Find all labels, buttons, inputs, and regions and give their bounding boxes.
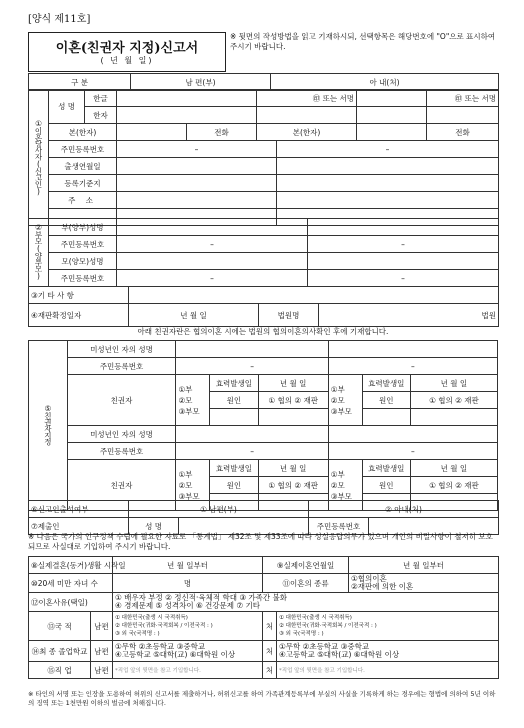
husband-hangul-name-field[interactable] [117,90,257,107]
minor1-name-field[interactable] [176,341,328,358]
wife-birthdate-field[interactable] [277,158,499,175]
wife-sign-label: ㊞ 또는 서명 [427,90,499,107]
instruction-notice: ※ 뒷면의 작성방법을 읽고 기재하시되, 선택항목은 해당번호에 "O"으로 표시하여 주시기 바랍니다. [230,32,496,51]
custody-table [28,340,498,511]
other-matters-field[interactable] [129,287,499,304]
cause2-options[interactable]: ① 협의 ② 재판 [258,477,328,494]
hangul-label: 한글 [85,90,117,107]
effective-date-label: 효력발생일 [210,375,258,392]
submitter-rrn-label: 주민등록번호 [309,518,369,535]
header-division: 구 분 [29,74,131,91]
minor2-name-field[interactable] [176,426,328,443]
court-name-label: 법원명 [259,304,319,327]
divorce-type-label: ⑪이혼의 종류 [263,574,349,593]
court-date-label: ④재판확정일자 [29,304,129,327]
mother-husband-rrn-field[interactable]: – [117,270,308,287]
cohabitation-start-field[interactable]: 년 월 일부터 [113,557,263,574]
minor2-name-field-2[interactable] [328,426,497,443]
stats-note: ※ 다음은 국가의 인구정책 수립에 필요한 자료로 「통계법」 제32조 및 제33조에 따라 성실응답의무가 있으며 개인의 비밀사항이 철저히 보호되므로 사실대로 기입하여 주시기 바랍니다. [28,532,493,551]
husband-bonjeok-field[interactable] [117,124,187,141]
cause-label: 원인 [210,392,258,409]
custodian-options-2[interactable]: ①부 ②모 ③부모 [328,375,362,426]
parents-table [28,218,499,287]
husband-address-field[interactable] [117,192,277,209]
father-name-label: 부(양부)성명 [49,219,117,236]
husband-registry-field[interactable] [117,175,277,192]
other-court-table [28,286,499,327]
registry-label: 등록기준지 [49,175,117,192]
minor1-rrn-label: 주민등록번호 [67,358,176,375]
birthdate-label: 출생연월일 [49,158,117,175]
footer-warning: ※ 타인의 서명 또는 인장을 도용하여 허위의 신고서를 제출하거나, 허위신고를 하여 가족관계등록부에 부실의 사실을 기록하게 하는 경우에는 형법에 의하여 5년 이하의 징역 또는 1천만원 이하의 벌금에 처해집니다. [28,690,496,707]
minor2-rrn-field[interactable]: – [176,443,328,460]
mother-rrn-label: 주민등록번호 [49,270,117,287]
section-parents-label: ②부모(양부모) [29,219,49,287]
other-matters-label: ③기 타 사 항 [29,287,129,304]
wife-registry-field[interactable] [277,175,499,192]
header-husband: 남 편(부) [131,74,271,91]
nationality-husband-label: 남편 [91,612,113,641]
form-number: [양식 제11호] [28,14,91,25]
custodian-options[interactable]: ①부 ②모 ③부모 [176,375,210,426]
wife-bonjeok-label: 본(한자) [257,124,357,141]
name-label: 성 명 [49,90,85,124]
effective-date-field[interactable]: 년 월 일 [258,375,328,392]
wife-rrn-field[interactable]: – [277,141,499,158]
section-custody-label: ⑤친권자지정 [29,341,68,511]
nationality-husband-options[interactable]: ① 대한민국(출생 시 국적취득) ② 대한민국(귀화·국적회복 / 이전국적 : ) ③ 외 국(국적명 : ) [113,612,263,641]
reporter-opt-husband[interactable]: ① 남편(부) [129,501,309,518]
mother-wife-field[interactable] [308,253,499,270]
custodian2-options-2[interactable]: ①부 ②모 ③부모 [328,460,362,511]
father-husband-field[interactable] [117,219,308,236]
cause-options[interactable]: ① 협의 ② 재판 [258,392,328,409]
husband-birthdate-field[interactable] [117,158,277,175]
bonjeok-label: 본(한자) [49,124,117,141]
divorce-reason-options[interactable]: ① 배우자 부정 ② 정신적·육체적 학대 ③ 가족간 불화 ④ 경제문제 ⑤ 성격차이 ⑥ 건강문제 ⑦ 기타 [113,593,499,612]
form-title: 이혼(친권자 지정)신고서 [55,41,199,56]
custodian2-label: 친권자 [67,460,176,511]
title-box [28,32,226,72]
divorce-reason-label: ⑫이혼사유(택일) [29,593,113,612]
education-label: ⑭최 종 졸업학교 [29,641,91,662]
actual-divorce-date-field[interactable]: 년 월 일부터 [349,557,499,574]
occupation-husband-field[interactable]: *직업 앞의 뒷면을 참고 기입합니다. [113,662,263,679]
minor1-name-label: 미성년인 자의 성명 [67,341,176,358]
address-label: 주 소 [49,192,117,209]
minor2-rrn-label: 주민등록번호 [67,443,176,460]
effective-date2-field-2[interactable]: 년 월 일 [410,460,497,477]
cause-label-2: 원인 [362,392,410,409]
stats-table [28,556,499,679]
children-count-field[interactable]: 명 [113,574,263,593]
wife-hanja-name-field[interactable] [357,107,427,124]
minor2-name-label: 미성년인 자의 성명 [67,426,176,443]
submitter-name-label: 성 명 [129,518,179,535]
mother-name-label: 모(양모)성명 [49,253,117,270]
rrn-label: 주민등록번호 [49,141,117,158]
father-rrn-label: 주민등록번호 [49,236,117,253]
wife-phone-label: 전화 [427,124,499,141]
custodian-label: 친권자 [67,375,176,426]
effective-date-field-2[interactable]: 년 월 일 [410,375,497,392]
husband-rrn-field[interactable]: – [117,141,277,158]
occupation-wife-field[interactable]: *직업 앞의 뒷면을 참고 기입합니다. [277,662,499,679]
nationality-wife-label: 처 [263,612,277,641]
husband-hanja-name-field[interactable] [117,107,257,124]
divorce-type-options[interactable]: ①협의이혼 ②재판에 의한 이혼 [349,574,499,593]
occupation-label: ⑮직 업 [29,662,91,679]
nationality-label: ⑬국 적 [29,612,91,641]
effective-date2-label: 효력발생일 [210,460,258,477]
minor1-name-field-2[interactable] [328,341,497,358]
cause-options-2[interactable]: ① 협의 ② 재판 [410,392,497,409]
education-wife-label: 처 [263,641,277,662]
report-date-field[interactable]: ( 년 월 일) [100,56,154,65]
education-husband-label: 남편 [91,641,113,662]
minor1-rrn-field[interactable]: – [176,358,328,375]
father-husband-rrn-field[interactable]: – [117,236,308,253]
reporter-opt-wife[interactable]: ② 아내(처) [309,501,499,518]
occupation-husband-label: 남편 [91,662,113,679]
effective-date-label-2: 효력발생일 [362,375,410,392]
header-wife: 아 내(처) [271,74,499,91]
cause2-options-2[interactable]: ① 협의 ② 재판 [410,477,497,494]
education-husband-options[interactable]: ①무학 ②초등학교 ③중학교 ④고등학교 ⑤대학(교) ⑥대학원 이상 [113,641,263,662]
children-count-label: ⑩20세 미만 자녀 수 [29,574,113,593]
wife-bonjeok-field[interactable] [357,124,427,141]
wife-hangul-name-field[interactable] [357,90,427,107]
cohabitation-start-label: ⑧실제결혼(동거)생활 시작일 [29,557,113,574]
mother-husband-field[interactable] [117,253,308,270]
court-name-field[interactable]: 법원 [319,304,499,327]
husband-sign-label: ㊞ 또는 서명 [257,90,357,107]
occupation-wife-label: 처 [263,662,277,679]
reporter-attend-label: ⑥신고인출석여부 [29,501,129,518]
custodian2-options[interactable]: ①부 ②모 ③부모 [176,460,210,511]
cause2-label: 원인 [210,477,258,494]
spouse-detail-table [28,89,499,226]
minor2-rrn-field-2[interactable]: – [328,443,497,460]
effective-date2-field[interactable]: 년 월 일 [258,460,328,477]
wife-address-field[interactable] [277,192,499,209]
custody-note: 아래 친권자란은 협의이혼 시에는 법원의 협의이혼의사확인 후에 기재합니다. [137,327,389,336]
actual-divorce-date-label: ⑨실제이혼연월일 [263,557,349,574]
mother-wife-rrn-field[interactable]: – [308,270,499,287]
section-spouses-label: ①이혼당사자(신고인) [29,90,49,226]
father-wife-field[interactable] [308,219,499,236]
effective-date2-label-2: 효력발생일 [362,460,410,477]
court-date-field[interactable]: 년 월 일 [129,304,259,327]
hanja-label: 한자 [85,107,117,124]
father-wife-rrn-field[interactable]: – [308,236,499,253]
nationality-wife-options[interactable]: ① 대한민국(출생 시 국적취득) ② 대한민국(귀화·국적회복 / 이전국적 : ) ③ 외 국(국적명 : ) [277,612,499,641]
submitter-label: ⑦제출인 [29,518,129,535]
minor1-rrn-field-2[interactable]: – [328,358,497,375]
reporter-table [28,500,499,535]
cause2-label-2: 원인 [362,477,410,494]
husband-phone-label: 전화 [187,124,257,141]
education-wife-options[interactable]: ①무학 ②초등학교 ③중학교 ④고등학교 ⑤대학(교) ⑥대학원 이상 [277,641,499,662]
